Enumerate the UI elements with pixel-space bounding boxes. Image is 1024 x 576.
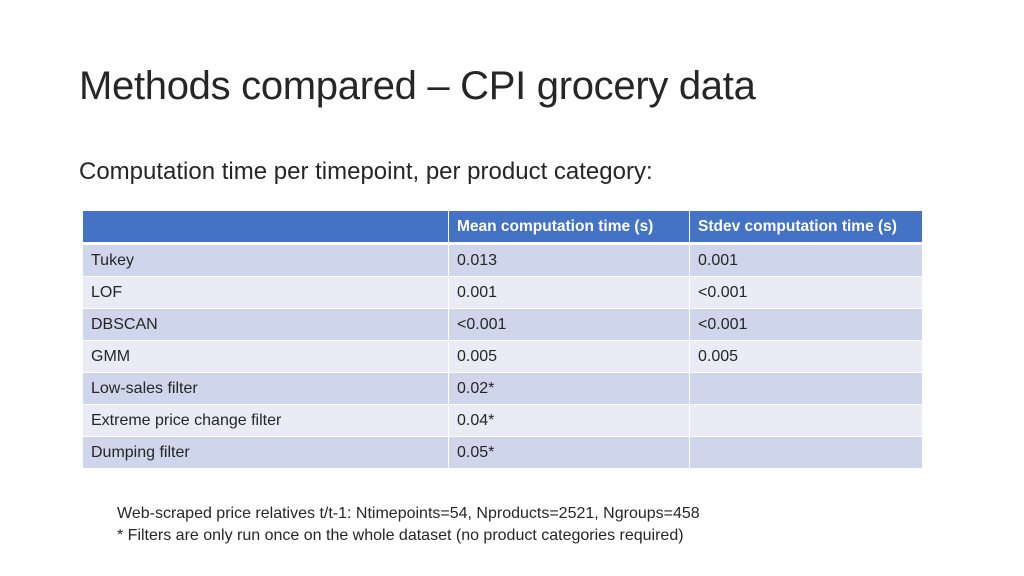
method-cell: LOF bbox=[83, 277, 449, 309]
footnotes bbox=[117, 503, 700, 547]
mean-cell: 0.02* bbox=[449, 373, 690, 405]
header-cell-mean: Mean computation time (s) bbox=[449, 211, 690, 244]
header-cell-method bbox=[83, 211, 449, 244]
stdev-cell: 0.005 bbox=[690, 341, 923, 373]
stdev-cell: <0.001 bbox=[690, 277, 923, 309]
table-row bbox=[83, 244, 923, 277]
slide-subtitle: Computation time per timepoint, per product category: bbox=[79, 158, 653, 185]
method-cell: GMM bbox=[83, 341, 449, 373]
method-cell: DBSCAN bbox=[83, 309, 449, 341]
table-row bbox=[83, 373, 923, 405]
table-row bbox=[83, 277, 923, 309]
table-row bbox=[83, 309, 923, 341]
computation-time-table bbox=[82, 210, 923, 469]
method-cell: Extreme price change filter bbox=[83, 405, 449, 437]
slide-title: Methods compared – CPI grocery data bbox=[79, 64, 756, 108]
filter-note: * Filters are only run once on the whole dataset (no product categories required) bbox=[117, 527, 684, 544]
mean-cell: 0.005 bbox=[449, 341, 690, 373]
header-cell-stdev: Stdev computation time (s) bbox=[690, 211, 923, 244]
table-row bbox=[83, 341, 923, 373]
method-cell: Low-sales filter bbox=[83, 373, 449, 405]
mean-cell: 0.013 bbox=[449, 244, 690, 277]
table-row bbox=[83, 437, 923, 469]
mean-cell: 0.04* bbox=[449, 405, 690, 437]
stdev-cell bbox=[690, 373, 923, 405]
method-cell: Dumping filter bbox=[83, 437, 449, 469]
mean-cell: 0.05* bbox=[449, 437, 690, 469]
table-header-row bbox=[83, 211, 923, 244]
stdev-cell: 0.001 bbox=[690, 244, 923, 277]
dataset-note: Web-scraped price relatives t/t-1: Ntimepoints=54, Nproducts=2521, Ngroups=458 bbox=[117, 505, 700, 522]
mean-cell: <0.001 bbox=[449, 309, 690, 341]
stdev-cell bbox=[690, 405, 923, 437]
stdev-cell: <0.001 bbox=[690, 309, 923, 341]
table-row bbox=[83, 405, 923, 437]
mean-cell: 0.001 bbox=[449, 277, 690, 309]
stdev-cell bbox=[690, 437, 923, 469]
method-cell: Tukey bbox=[83, 244, 449, 277]
